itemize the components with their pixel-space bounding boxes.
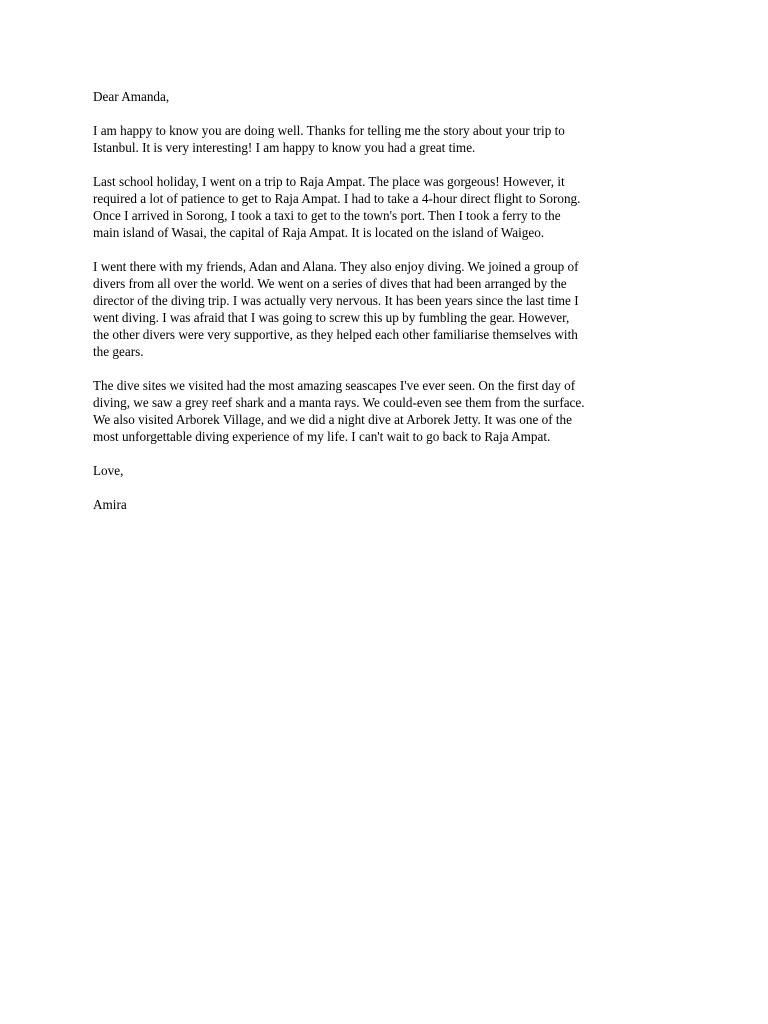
text-line: required a lot of patience to get to Raja Ampat. I had to take a 4-hour direct flight to Sorong. <box>93 191 581 206</box>
text-line: I went there with my friends, Adan and Alana. They also enjoy diving. We joined a group of <box>93 259 579 274</box>
paragraph-3 <box>93 258 683 360</box>
paragraph-1 <box>93 122 683 156</box>
text-line: went diving. I was afraid that I was going to screw this up by fumbling the gear. However, <box>93 310 570 325</box>
text-line: most unforgettable diving experience of my life. I can't wait to go back to Raja Ampat. <box>93 429 551 444</box>
text-line: Istanbul. It is very interesting! I am happy to know you had a great time. <box>93 140 476 155</box>
paragraph-4 <box>93 377 683 445</box>
text-line: The dive sites we visited had the most amazing seascapes I've ever seen. On the first day of <box>93 378 576 393</box>
text-line: main island of Wasai, the capital of Raja Ampat. It is located on the island of Waigeo. <box>93 225 545 240</box>
salutation: Dear Amanda, <box>93 89 170 104</box>
text-line: the gears. <box>93 344 144 359</box>
text-line: Once I arrived in Sorong, I took a taxi to get to the town's port. Then I took a ferry to the <box>93 208 561 223</box>
text-line: director of the diving trip. I was actually very nervous. It has been years since the last time I <box>93 293 579 308</box>
signature: Amira <box>93 497 127 512</box>
closing: Love, <box>93 463 124 478</box>
text-line: divers from all over the world. We went on a series of dives that had been arranged by the <box>93 276 567 291</box>
text-line: the other divers were very supportive, as they helped each other familiarise themselves with <box>93 327 578 342</box>
paragraph-2 <box>93 173 683 241</box>
text-line: Last school holiday, I went on a trip to Raja Ampat. The place was gorgeous! However, it <box>93 174 565 189</box>
text-line: I am happy to know you are doing well. Thanks for telling me the story about your trip to <box>93 123 565 138</box>
text-line: We also visited Arborek Village, and we did a night dive at Arborek Jetty. It was one of the <box>93 412 573 427</box>
letter-body <box>93 88 683 530</box>
text-line: diving, we saw a grey reef shark and a manta rays. We could-even see them from the surface. <box>93 395 585 410</box>
